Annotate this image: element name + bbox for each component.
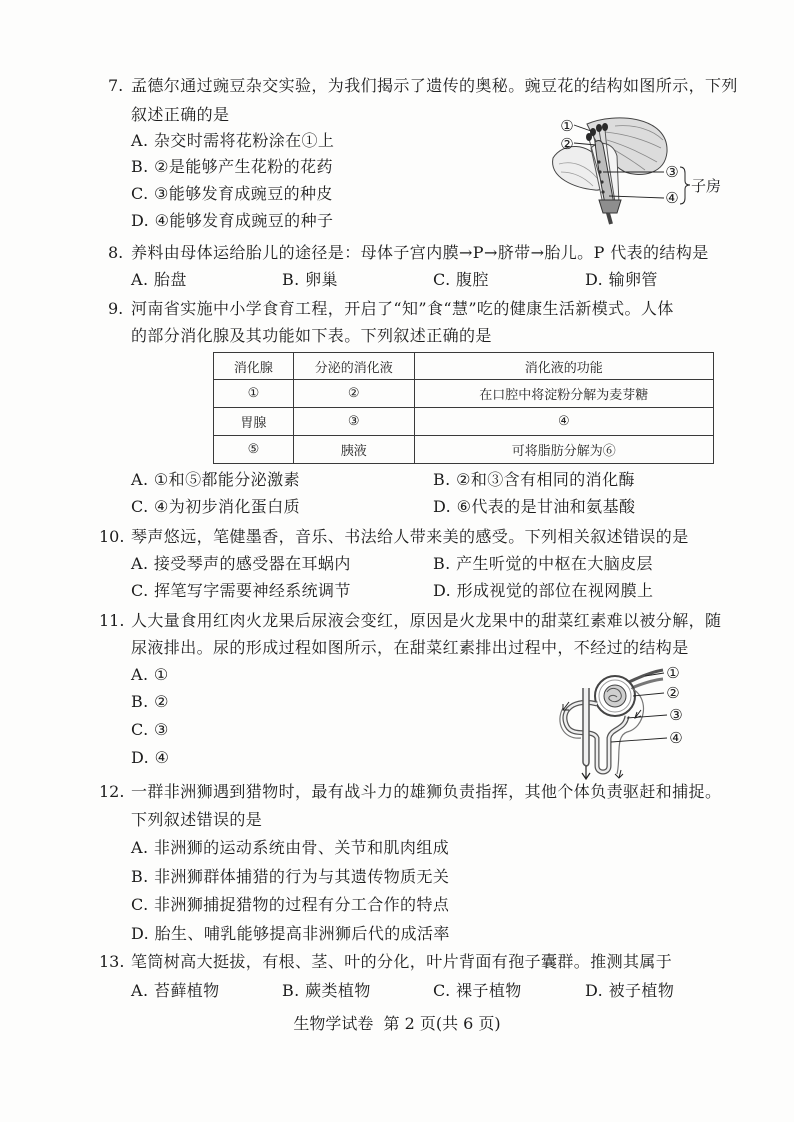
question-stem-line: 的部分消化腺及其功能如下表。下列叙述正确的是: [131, 326, 492, 345]
label-1: ①: [666, 664, 680, 682]
table-cell: ③: [293, 408, 414, 436]
option-d: D. ④能够发育成豌豆的种子: [131, 211, 334, 230]
option-b: B. 产生听觉的中枢在大脑皮层: [433, 554, 653, 573]
table-cell: 可将脂肪分解为⑥: [414, 436, 713, 464]
table-cell: 在口腔中将淀粉分解为麦芽糖: [414, 380, 713, 408]
option-b: B. ②: [131, 692, 169, 711]
page-footer: 生物学试卷 第 2 页(共 6 页): [293, 1014, 501, 1033]
option-d: D. 胎生、哺乳能够提高非洲狮后代的成活率: [131, 924, 450, 943]
nephron-diagram: [555, 658, 695, 780]
question-number: 11.: [99, 611, 125, 630]
table-cell: 胰液: [293, 436, 414, 464]
table-cell: ⑤: [214, 436, 294, 464]
question-stem-line: 养料由母体运给胎儿的途径是：母体子宫内膜→P→脐带→胎儿。P 代表的结构是: [131, 243, 709, 262]
table-cell: ④: [414, 408, 713, 436]
label-2: ②: [560, 135, 574, 153]
option-c: C. ③能够发育成豌豆的种皮: [131, 184, 333, 203]
question-stem-line: 河南省实施中小学食育工程，开启了“知”食“慧”吃的健康生活新模式。人体: [131, 299, 674, 318]
table-cell: ①: [214, 380, 294, 408]
table-row: [214, 436, 714, 464]
option-a: A. 杂交时需将花粉涂在①上: [131, 131, 335, 150]
pea-flower-diagram: [545, 112, 723, 224]
option-c: C. ③: [131, 720, 169, 739]
question-stem-line: 人大量食用红肉火龙果后尿液会变红，原因是火龙果中的甜菜红素难以被分解，随: [131, 611, 722, 630]
question-number: 8.: [108, 243, 124, 262]
option-b: B. ②和③含有相同的消化酶: [433, 470, 635, 489]
option-b: B. ②是能够产生花粉的花药: [131, 157, 333, 176]
question-stem-line: 笔筒树高大挺拔，有根、茎、叶的分化，叶片背面有孢子囊群。推测其属于: [131, 952, 673, 971]
option-c: C. ④为初步消化蛋白质: [131, 497, 300, 516]
option-c: C. 裸子植物: [433, 981, 522, 1000]
option-d: D. ④: [131, 748, 170, 767]
option-c: C. 非洲狮捕捉猎物的过程有分工合作的特点: [131, 895, 450, 914]
question-number: 13.: [99, 952, 125, 971]
question-stem-line: 叙述正确的是: [131, 105, 230, 124]
label-4: ④: [665, 189, 679, 207]
label-3: ③: [669, 706, 683, 724]
table-row: [214, 408, 714, 436]
label-1: ①: [560, 117, 574, 135]
label-2: ②: [666, 684, 680, 702]
option-c: C. 腹腔: [433, 270, 489, 289]
table-header-row: [214, 353, 714, 380]
question-stem-line: 下列叙述错误的是: [131, 810, 263, 829]
option-a: A. 胎盘: [131, 270, 187, 289]
table-cell: ②: [293, 380, 414, 408]
option-a: A. 苔藓植物: [131, 981, 220, 1000]
option-a: A. ①: [131, 665, 169, 684]
question-number: 10.: [99, 527, 125, 546]
table-header: 消化液的功能: [414, 353, 713, 380]
option-c: C. 挥笔写字需要神经系统调节: [131, 581, 351, 600]
option-b: B. 非洲狮群体捕猎的行为与其遗传物质无关: [131, 867, 450, 886]
question-stem-line: 尿液排出。尿的形成过程如图所示，在甜菜红素排出过程中，不经过的结构是: [131, 638, 689, 657]
question-number: 7.: [108, 76, 124, 95]
option-d: D. ⑥代表的是甘油和氨基酸: [433, 497, 636, 516]
digestive-gland-table: [213, 352, 714, 464]
table-row: [214, 380, 714, 408]
option-d: D. 输卵管: [585, 270, 658, 289]
question-number: 12.: [99, 782, 125, 801]
table-cell: 胃腺: [214, 408, 294, 436]
option-a: A. 接受琴声的感受器在耳蜗内: [131, 554, 351, 573]
option-a: A. ①和⑤都能分泌激素: [131, 470, 300, 489]
table-header: 消化腺: [214, 353, 294, 380]
option-a: A. 非洲狮的运动系统由骨、关节和肌肉组成: [131, 838, 450, 857]
label-4: ④: [669, 729, 683, 747]
table-header: 分泌的消化液: [293, 353, 414, 380]
question-stem-line: 琴声悠远，笔健墨香，音乐、书法给人带来美的感受。下列相关叙述错误的是: [131, 527, 689, 546]
option-d: D. 形成视觉的部位在视网膜上: [433, 581, 654, 600]
label-3: ③: [665, 163, 679, 181]
ovary-label: 子房: [691, 177, 722, 195]
question-stem-line: 一群非洲狮遇到猎物时，最有战斗力的雄狮负责指挥，其他个体负责驱赶和捕捉。: [131, 782, 722, 801]
option-b: B. 蕨类植物: [282, 981, 371, 1000]
question-stem-line: 孟德尔通过豌豆杂交实验，为我们揭示了遗传的奥秘。豌豆花的结构如图所示，下列: [131, 76, 738, 95]
option-b: B. 卵巢: [282, 270, 338, 289]
option-d: D. 被子植物: [585, 981, 675, 1000]
question-number: 9.: [108, 299, 124, 318]
